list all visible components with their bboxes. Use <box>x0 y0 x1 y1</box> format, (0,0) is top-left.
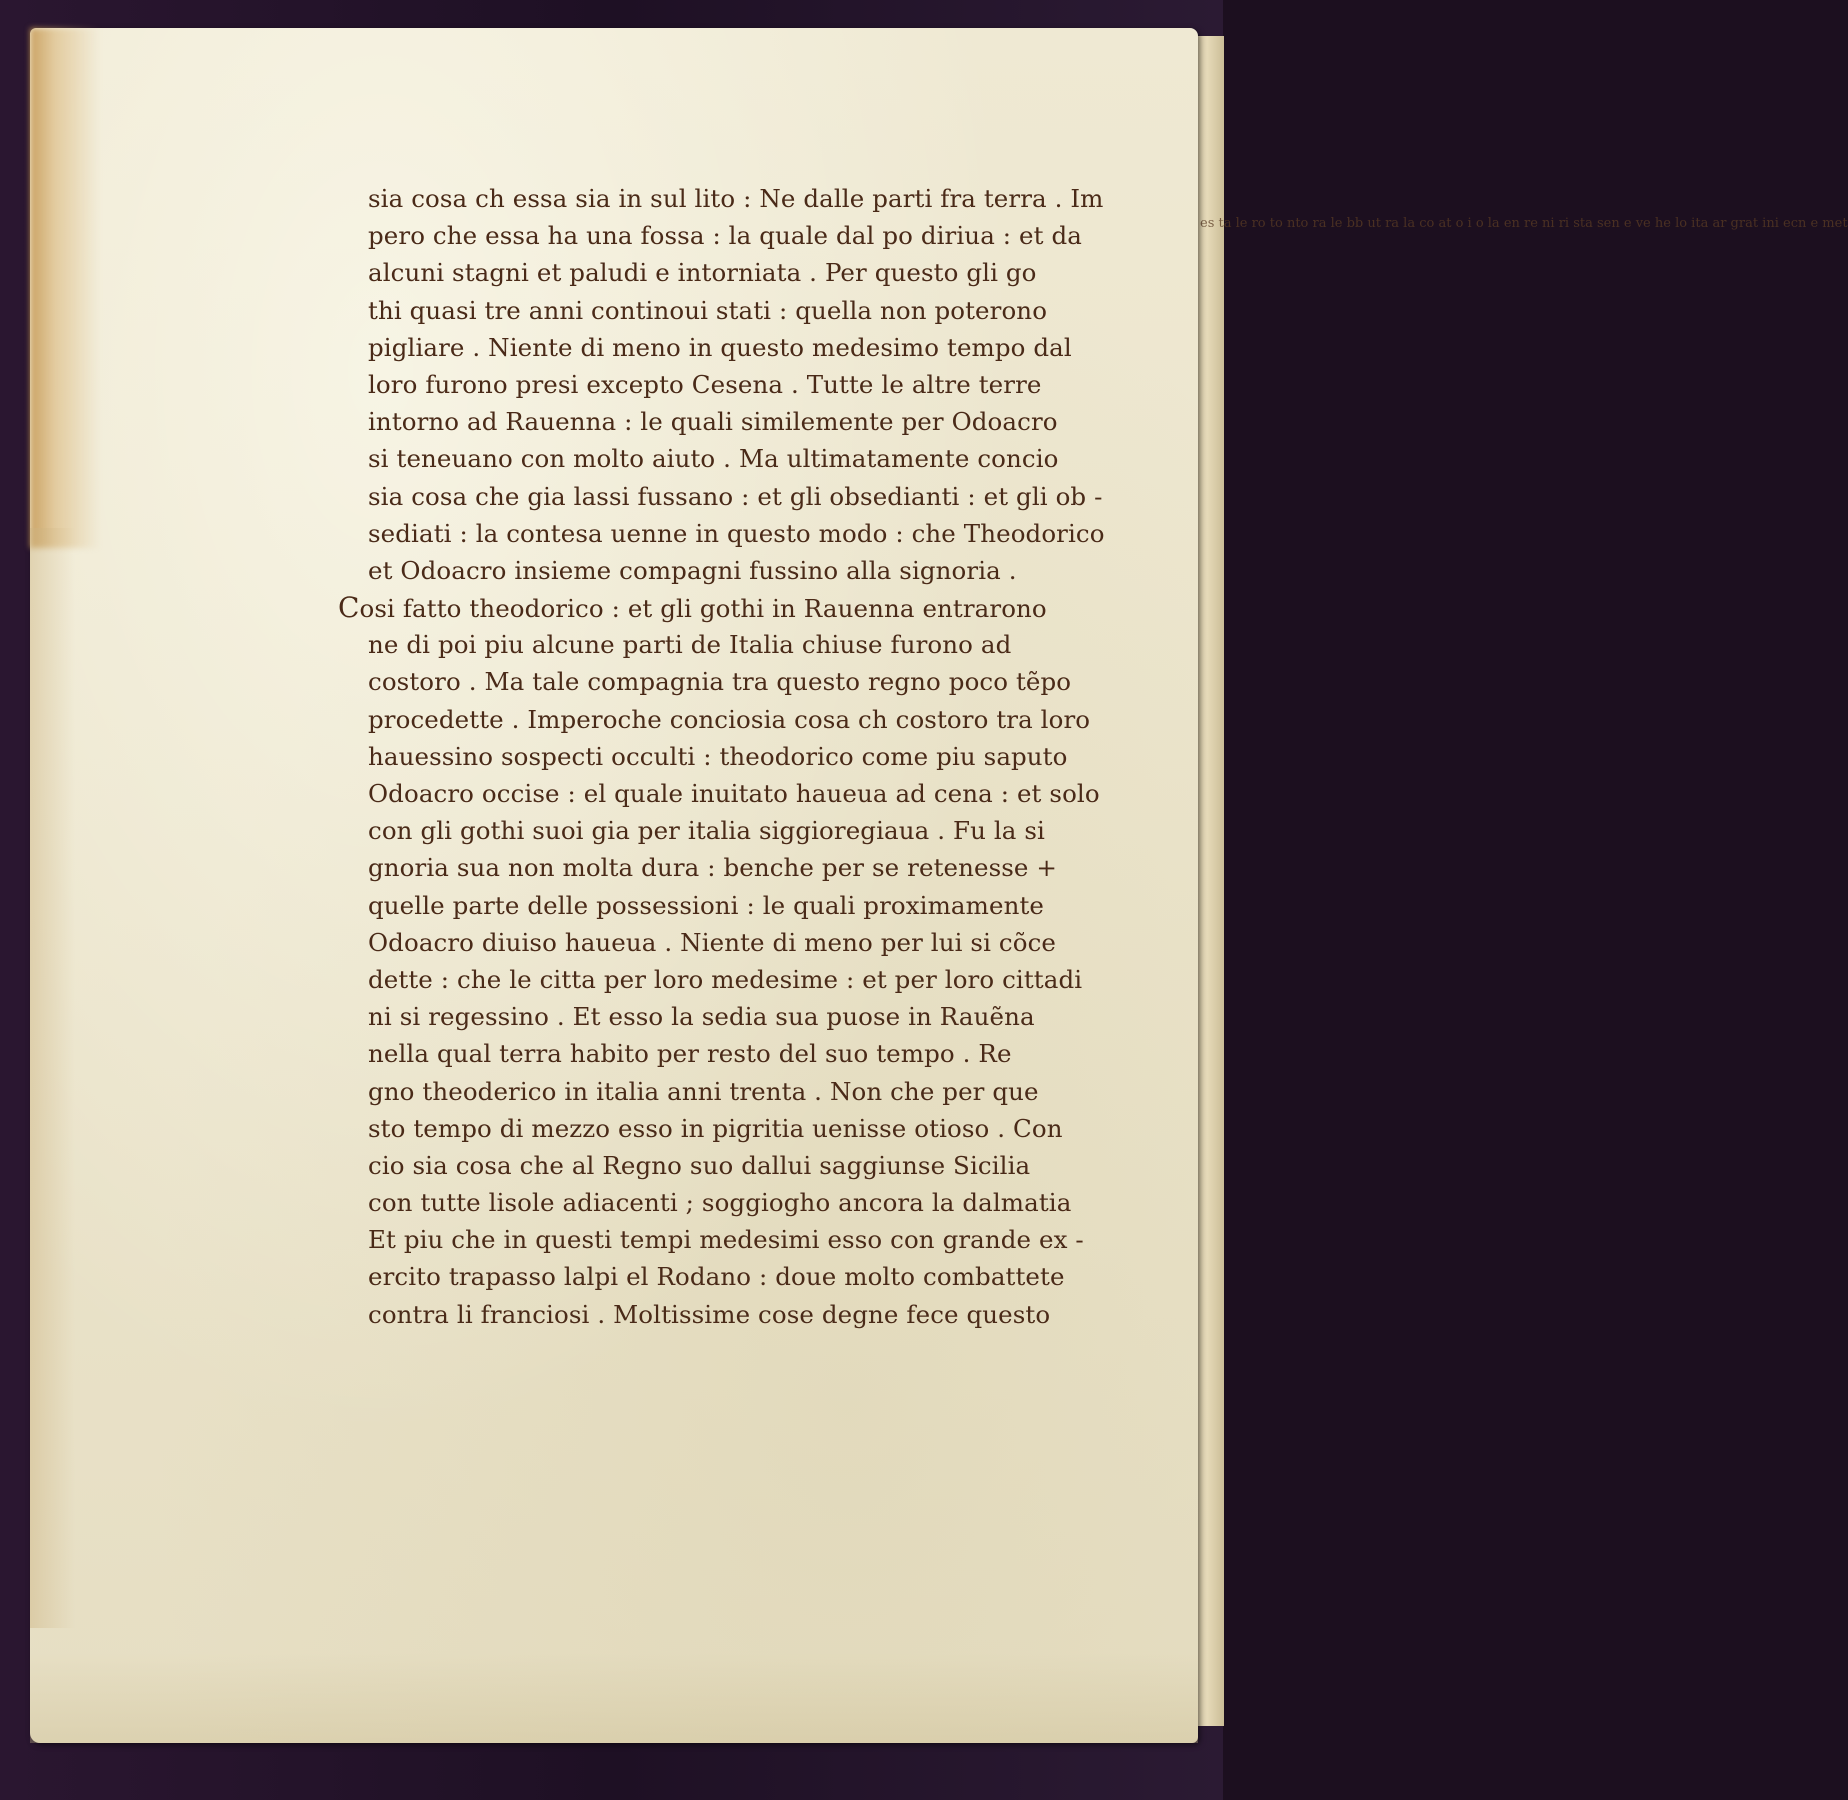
text-line: ni si regessino . Et esso la sedia sua puose in Rauẽna <box>368 1002 1035 1032</box>
text-line: loro furono presi excepto Cesena . Tutte le altre terre <box>368 369 1042 399</box>
text-line: Et piu che in questi tempi medesimi esso con grande ex - <box>368 1225 1084 1255</box>
text-line: Odoacro occise : el quale inuitato haueua ad cena : et solo <box>368 779 1100 808</box>
text-line: contra li franciosi . Moltissime cose degne fece questo <box>368 1299 1051 1329</box>
text-line: pero che essa ha una fossa : la quale dal po diriua : et da <box>368 221 1082 251</box>
manuscript-page <box>30 28 1198 1743</box>
text-line: intorno ad Rauenna : le quali similemente per Odoacro <box>368 407 1058 437</box>
text-line: si teneuano con molto aiuto . Ma ultimatamente concio <box>368 444 1059 474</box>
text-line: sia cosa che gia lassi fussano : et gli obsedianti : et gli ob - <box>368 481 1103 511</box>
adjacent-leaf-edge <box>1195 36 1848 1726</box>
text-line: quelle parte delle possessioni : le quali proximamente <box>368 890 1044 920</box>
text-line: sto tempo di mezzo esso in pigritia uenisse otioso . Con <box>368 1113 1063 1143</box>
text-line: dette : che le citta per loro medesime : et per loro cittadi <box>368 964 1083 994</box>
adjacent-leaf-text: es ta le ro to nto ra le bb ut ra la co at o i o la en re ni ri sta sen e ve he lo ita ar grat ini ecn e met <box>1200 216 1848 231</box>
text-line: gno theoderico in italia anni trenta . Non che per que <box>368 1076 1039 1106</box>
text-line: alcuni stagni et paludi e intorniata . Per questo gli go <box>368 258 1037 288</box>
text-line: pigliare . Niente di meno in questo medesimo tempo dal <box>368 332 1072 362</box>
water-stain <box>30 28 100 548</box>
text-line: sia cosa ch essa sia in sul lito : Ne dalle parti fra terra . Im <box>368 184 1104 213</box>
text-line: procedette . Imperoche conciosia cosa ch costoro tra loro <box>368 704 1091 734</box>
text-line: sediati : la contesa uenne in questo modo : che Theodorico <box>368 518 1105 548</box>
text-line-paragraph-start: Cosi fatto theodorico : et gli gothi in Rauenna entrarono <box>338 591 1047 625</box>
text-line: gnoria sua non molta dura : benche per se retenesse + <box>368 853 1058 883</box>
text-line: ne di poi piu alcune parti de Italia chiuse furono ad <box>368 630 1012 660</box>
edge-discoloration <box>30 528 75 1628</box>
text-line: con gli gothi suoi gia per italia siggioregiaua . Fu la si <box>368 816 1045 846</box>
text-line: hauessino sospecti occulti : theodorico come piu saputo <box>368 741 1068 771</box>
text-block <box>338 180 1148 1333</box>
text-line: thi quasi tre anni continoui stati : quella non poterono <box>368 295 1048 325</box>
text-line: costoro . Ma tale compagnia tra questo regno poco tẽpo <box>368 667 1072 697</box>
text-line: cio sia cosa che al Regno suo dallui saggiunse Sicilia <box>368 1150 1031 1180</box>
text-line: nella qual terra habito per resto del suo tempo . Re <box>368 1039 1012 1069</box>
bottom-discoloration <box>30 1653 1198 1743</box>
text-line: con tutte lisole adiacenti ; soggiogho ancora la dalmatia <box>368 1188 1072 1218</box>
text-line: Odoacro diuiso haueua . Niente di meno per lui si cõce <box>368 927 1057 957</box>
text-line: et Odoacro insieme compagni fussino alla signoria . <box>368 555 1017 585</box>
text-line: ercito trapasso lalpi el Rodano : doue molto combattete <box>368 1262 1065 1292</box>
